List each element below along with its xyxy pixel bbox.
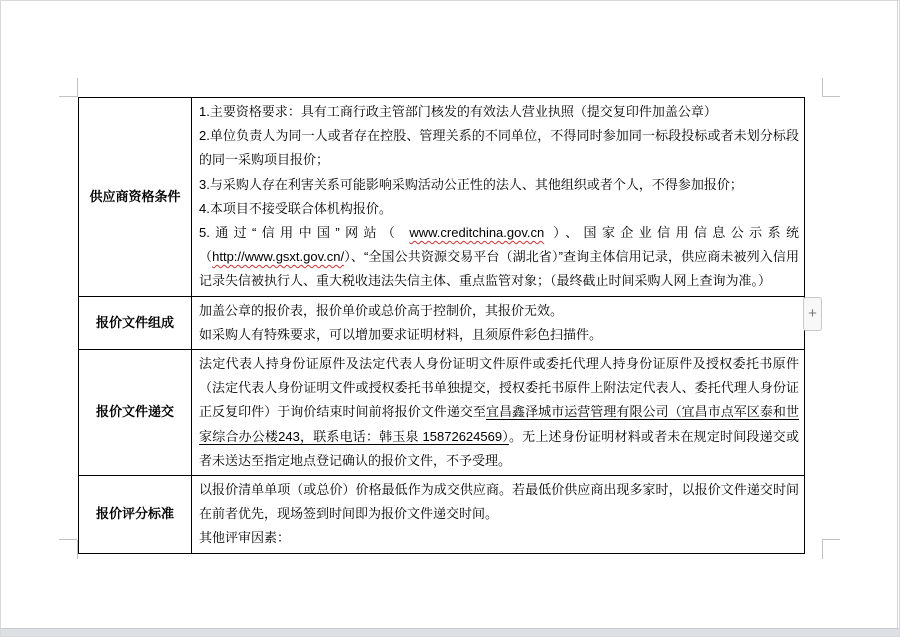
table-row-scoring-criteria: [79, 476, 805, 554]
submission-paragraph: [199, 352, 799, 473]
margin-mark-top-left: [59, 96, 77, 97]
margin-mark-top-left: [77, 78, 78, 97]
margin-mark-top-right: [822, 78, 823, 97]
qualification-item-1: 1.主要资格要求：具有工商行政主管部门核发的有效法人营业执照（提交复印件加盖公章）: [199, 104, 717, 119]
margin-mark-bottom-left: [59, 539, 77, 540]
margin-mark-bottom-right: [822, 540, 823, 559]
credit-china-url: www.creditchina.gov.cn: [409, 225, 545, 241]
table-row-quotation-submission: [79, 350, 805, 476]
scoring-paragraph-2: 其他评审因素：: [199, 530, 291, 546]
table-row-quotation-composition: [79, 296, 805, 349]
submission-text: 法定代表人持身份证原件及法定代表人身份证明文件原件或委托代理人持身份证原件及授权委托书原件（法定代表人身份证明文件或授权委托书单独提交，授权委托书原件上附法定代表人、委托代理人身份证正反复印件）于询价结束时间前将报价文件递交至: [199, 356, 799, 420]
row-content-quotation-composition: [192, 296, 805, 349]
qualification-item-3: 3.与采购人存在利害关系可能影响采购活动公正性的法人、其他组织或者个人，不得参加报价；: [199, 176, 743, 192]
insert-plus-button[interactable]: +: [803, 297, 822, 331]
gsxt-url: http://www.gsxt.gov.cn/: [212, 249, 345, 265]
margin-mark-top-right: [822, 96, 840, 97]
row-header-scoring-criteria: 报价评分标准: [79, 476, 192, 554]
qualification-item-5: [199, 221, 799, 294]
row-header-supplier-qualifications: 供应商资格条件: [79, 98, 192, 297]
margin-mark-bottom-right: [822, 539, 840, 540]
item-5-text: ）、国家企业信用信息公示系统（: [199, 225, 799, 265]
row-content-scoring-criteria: [192, 476, 805, 554]
procurement-requirements-table: [78, 97, 805, 554]
page-right-edge: [897, 1, 898, 630]
qualification-item-4: 4.本项目不接受联合体机构报价。: [199, 200, 392, 216]
row-content-supplier-qualifications: [192, 98, 805, 297]
item-5-text: 5.通过“信用中国”网站（: [199, 225, 410, 241]
qualification-item-2: 2.单位负责人为同一人或者存在控股、管理关系的不同单位，不得同时参加同一标段投标或者未划分标段的同一采购项目报价；: [199, 128, 799, 168]
composition-paragraph-2: 如采购人有特殊要求，可以增加要求证明材料，且须原件彩色扫描件。: [199, 326, 603, 342]
table-row-supplier-qualifications: [79, 98, 805, 297]
composition-paragraph-1: 加盖公章的报价表，报价单价或总价高于控制价，其报价无效。: [199, 302, 564, 318]
submission-text: 。无上述身份证明材料或者未在规定时间段递交或者未送达至指定地点登记确认的报价文件，不予受理。: [199, 428, 799, 468]
item-5-text: ）、“全国公共资源交易平台（湖北省）”查询主体信用记录，供应商未被列入信用记录失信被执行人、重大税收违法失信主体、重点监管对象；（最终截止时间采购人网上查询为准。）: [199, 249, 799, 289]
row-header-quotation-submission: 报价文件递交: [79, 350, 192, 476]
scoring-paragraph-1: 以报价清单单项（或总价）价格最低作为成交供应商。若最低价供应商出现多家时，以报价文件递交时间在前者优先，现场签到时间即为报价文件递交时间。: [199, 482, 799, 522]
bottom-bar: [1, 628, 899, 636]
row-header-quotation-composition: 报价文件组成: [79, 296, 192, 349]
row-content-quotation-submission: [192, 350, 805, 476]
submission-address-underlined: 宜昌鑫泽城市运营管理有限公司（宜昌市点军区泰和世家综合办公楼243，联系电话：韩玉泉 15872624569）: [199, 404, 799, 444]
